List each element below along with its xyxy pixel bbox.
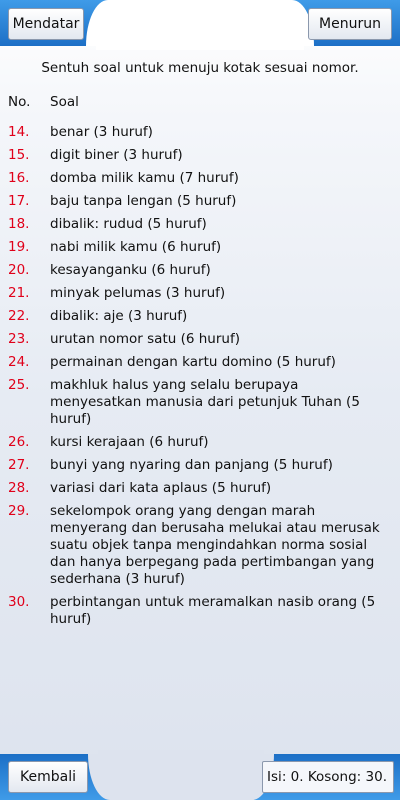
clue-row[interactable] [0,594,400,628]
clue-text: dibalik: rudud (5 huruf) [50,216,207,232]
clue-row[interactable] [0,262,400,279]
clue-number: 25. [8,377,30,393]
mendatar-button[interactable]: Mendatar [8,8,84,40]
clue-text: makhluk halus yang selalu berupaya menyesatkan manusia dari petunjuk Tuhan (5 huruf) [50,377,360,427]
clue-row[interactable] [0,480,400,497]
clue-number: 17. [8,193,30,209]
clue-number: 22. [8,308,30,324]
clue-number: 30. [8,594,30,610]
clue-number: 26. [8,434,30,450]
clue-text: kursi kerajaan (6 huruf) [50,434,209,450]
clue-number: 19. [8,239,30,255]
top-bar-notch-fill [96,10,304,50]
clue-number: 15. [8,147,30,163]
clue-row[interactable] [0,377,400,428]
clue-text: sekelompok orang yang dengan marah menyerang dan berusaha melukai atau merusak suatu objek tanpa mengindahkan norma sosial dan hanya berpegang pada pertimbangan yang sederhana (3 huruf) [50,503,380,587]
clue-text: bunyi yang nyaring dan panjang (5 huruf) [50,457,333,473]
instruction-text: Sentuh soal untuk menuju kotak sesuai nomor. [41,60,359,76]
clue-text: minyak pelumas (3 huruf) [50,285,226,301]
clue-text: domba milik kamu (7 huruf) [50,170,239,186]
clue-text: digit biner (3 huruf) [50,147,183,163]
clue-row[interactable] [0,354,400,371]
clue-number: 24. [8,354,30,370]
clue-row[interactable] [0,331,400,348]
clue-number: 16. [8,170,30,186]
clue-row[interactable] [0,170,400,187]
clue-text: permainan dengan kartu domino (5 huruf) [50,354,336,370]
clue-number: 29. [8,503,30,519]
clue-row[interactable] [0,193,400,210]
clue-number: 14. [8,124,30,140]
clue-row[interactable] [0,216,400,233]
clue-text: dibalik: aje (3 huruf) [50,308,188,324]
clue-number: 28. [8,480,30,496]
clue-text: nabi milik kamu (6 huruf) [50,239,222,255]
clue-row[interactable] [0,285,400,302]
clue-row[interactable] [0,308,400,325]
clue-number: 18. [8,216,30,232]
clue-text: urutan nomor satu (6 huruf) [50,331,240,347]
kembali-button[interactable]: Kembali [8,761,88,793]
bottom-bar-notch [88,754,274,800]
status-counter: Isi: 0. Kosong: 30. [262,761,394,793]
clue-row[interactable] [0,457,400,474]
clue-row[interactable] [0,147,400,164]
clue-number: 23. [8,331,30,347]
column-header-soal: Soal [50,94,79,110]
clue-list [0,124,400,634]
clue-text: baju tanpa lengan (5 huruf) [50,193,237,209]
clue-text: benar (3 huruf) [50,124,153,140]
clue-number: 20. [8,262,30,278]
clue-row[interactable] [0,503,400,588]
clue-row[interactable] [0,124,400,141]
clue-row[interactable] [0,239,400,256]
clue-row[interactable] [0,434,400,451]
clue-text: variasi dari kata aplaus (5 huruf) [50,480,272,496]
clue-number: 27. [8,457,30,473]
clue-text: perbintangan untuk meramalkan nasib orang (5 huruf) [50,594,376,627]
clue-number: 21. [8,285,30,301]
column-header-no: No. [8,94,31,110]
menurun-button[interactable]: Menurun [308,8,392,40]
clue-text: kesayanganku (6 huruf) [50,262,211,278]
